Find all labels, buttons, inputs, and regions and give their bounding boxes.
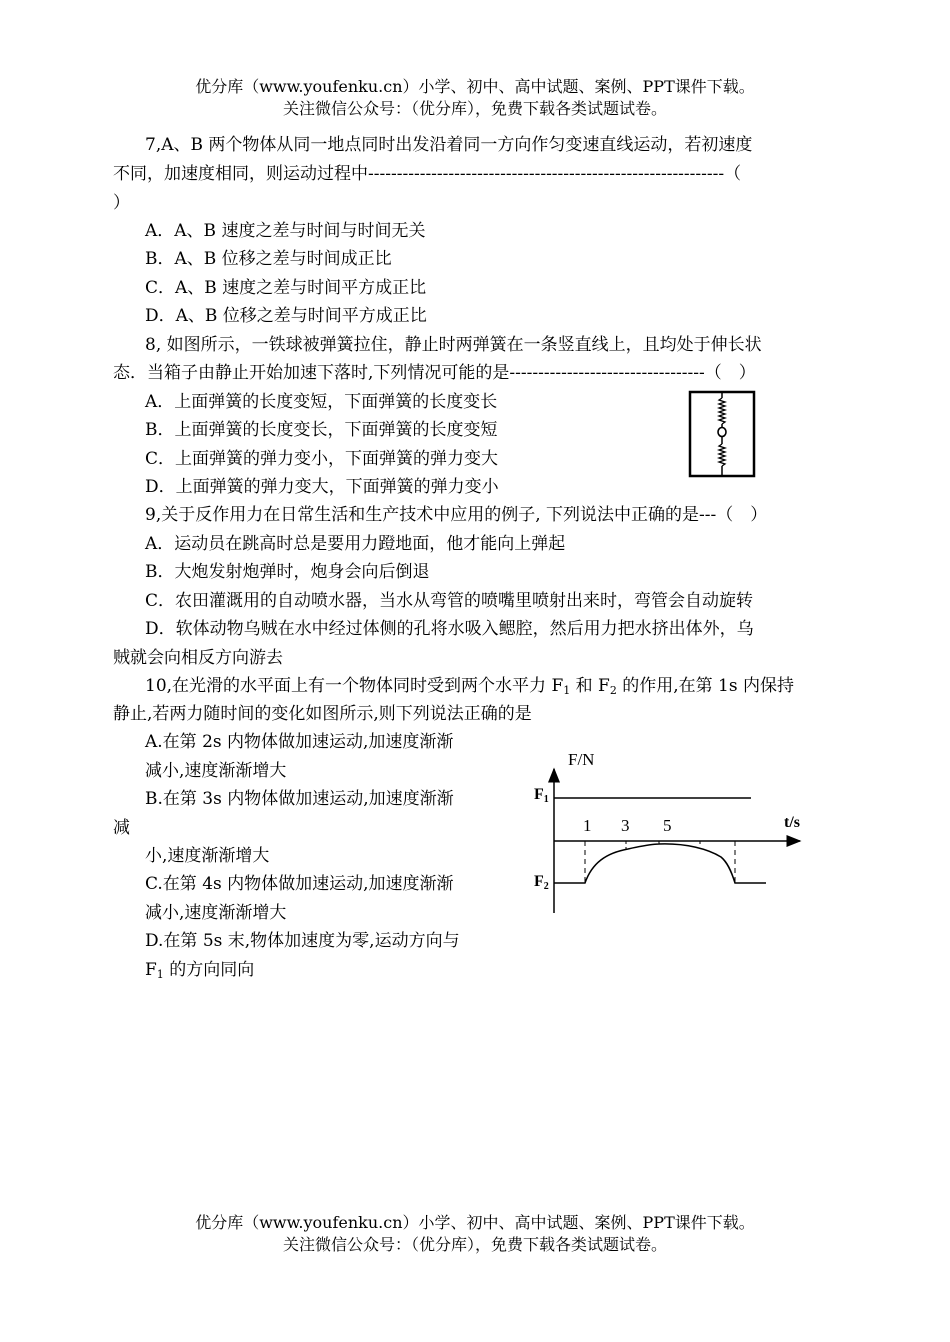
force-time-graph — [528, 745, 818, 915]
x-axis-label: t/s — [784, 814, 800, 831]
q7-option-d: D．A、B 位移之差与时间平方成正比 — [145, 306, 427, 326]
q8-option-d: D．上面弹簧的弹力变大，下面弹簧的弹力变小 — [145, 477, 499, 497]
q9-option-d-cont: 贼就会向相反方向游去 — [113, 648, 283, 668]
q7-stem-line-2: 不同，加速度相同，则运动过程中--------------------------------------------------------------（ — [113, 164, 742, 184]
q8-stem-line-1: 8, 如图所示，一铁球被弹簧拉住，静止时两弹簧在一条竖直线上，且均处于伸长状 — [145, 335, 762, 355]
header-line-2: 关注微信公众号：（优分库），免费下载各类试题试卷。 — [282, 99, 667, 118]
q10-option-a-line-2: 减小,速度渐渐增大 — [145, 761, 287, 781]
q10-option-d-line-1: D.在第 5s 末,物体加速度为零,运动方向与 — [145, 931, 460, 951]
q7-option-b: B．A、B 位移之差与时间成正比 — [145, 249, 392, 269]
q8-option-c: C．上面弹簧的弹力变小，下面弹簧的弹力变大 — [145, 449, 499, 469]
y-axis-label: F/N — [568, 750, 595, 769]
q7-stem-line-3: ） — [113, 193, 130, 213]
q9-option-d: D．软体动物乌贼在水中经过体侧的孔将水吸入鳃腔，然后用力把水挤出体外，乌 — [145, 619, 754, 639]
q7-stem-line-1: 7,A、B 两个物体从同一地点同时出发沿着同一方向作匀变速直线运动，若初速度 — [145, 135, 753, 155]
q10-option-c-line-2: 减小,速度渐渐增大 — [145, 903, 287, 923]
q9-option-a: A．运动员在跳高时总是要用力蹬地面，他才能向上弹起 — [145, 534, 566, 554]
q9-option-b: B．大炮发射炮弹时，炮身会向后倒退 — [145, 562, 430, 582]
lower-spring — [719, 444, 725, 466]
tick-label-3: 3 — [621, 816, 630, 835]
q9-stem: 9,关于反作用力在日常生活和生产技术中应用的例子, 下列说法中正确的是---（ ） — [145, 505, 768, 525]
q10-option-b-line-3: 小,速度渐渐增大 — [145, 846, 270, 866]
q7-option-c: C．A、B 速度之差与时间平方成正比 — [145, 278, 427, 298]
q10-option-c-line-1: C.在第 4s 内物体做加速运动,加速度渐渐 — [145, 874, 454, 894]
tick-label-1: 1 — [583, 816, 592, 835]
spring-box-figure — [688, 390, 756, 478]
q7-option-a: A．A、B 速度之差与时间与时间无关 — [145, 221, 426, 241]
q9-option-c: C．农田灌溉用的自动喷水器，当水从弯管的喷嘴里喷射出来时，弯管会自动旋转 — [145, 591, 754, 611]
q8-option-b: B．上面弹簧的长度变长，下面弹簧的长度变短 — [145, 420, 498, 440]
footer-line-1: 优分库（www.youfenku.cn）小学、初中、高中试题、案例、PPT课件下载。 — [195, 1213, 755, 1232]
q10-stem-line-2: 静止,若两力随时间的变化如图所示,则下列说法正确的是 — [113, 704, 532, 724]
q10-option-d-line-2: $F_1$ 的方向同向 — [145, 960, 255, 981]
f2-label: F2 — [534, 873, 549, 892]
upper-spring — [719, 398, 725, 424]
q8-option-a: A．上面弹簧的长度变短，下面弹簧的长度变长 — [145, 392, 498, 412]
footer-line-2: 关注微信公众号：（优分库），免费下载各类试题试卷。 — [282, 1235, 667, 1254]
q10-option-a-line-1: A.在第 2s 内物体做加速运动,加速度渐渐 — [145, 732, 454, 752]
q10-option-b-line-2: 减 — [113, 818, 130, 838]
q10-stem-line-1: 10,在光滑的水平面上有一个物体同时受到两个水平力 $F_1$ 和 $F_2$ 的作用,在第 1s 内保持 — [145, 676, 794, 697]
q10-option-b-line-1: B.在第 3s 内物体做加速运动,加速度渐渐 — [145, 789, 454, 809]
q8-stem-line-2: 态．当箱子由静止开始加速下落时,下列情况可能的是----------------------------------（ ） — [113, 363, 756, 383]
f1-label: F1 — [534, 786, 549, 805]
f2-curve — [554, 844, 766, 883]
header-line-1: 优分库（www.youfenku.cn）小学、初中、高中试题、案例、PPT课件下载。 — [195, 77, 755, 96]
tick-label-5: 5 — [663, 816, 672, 835]
iron-ball — [718, 428, 726, 437]
